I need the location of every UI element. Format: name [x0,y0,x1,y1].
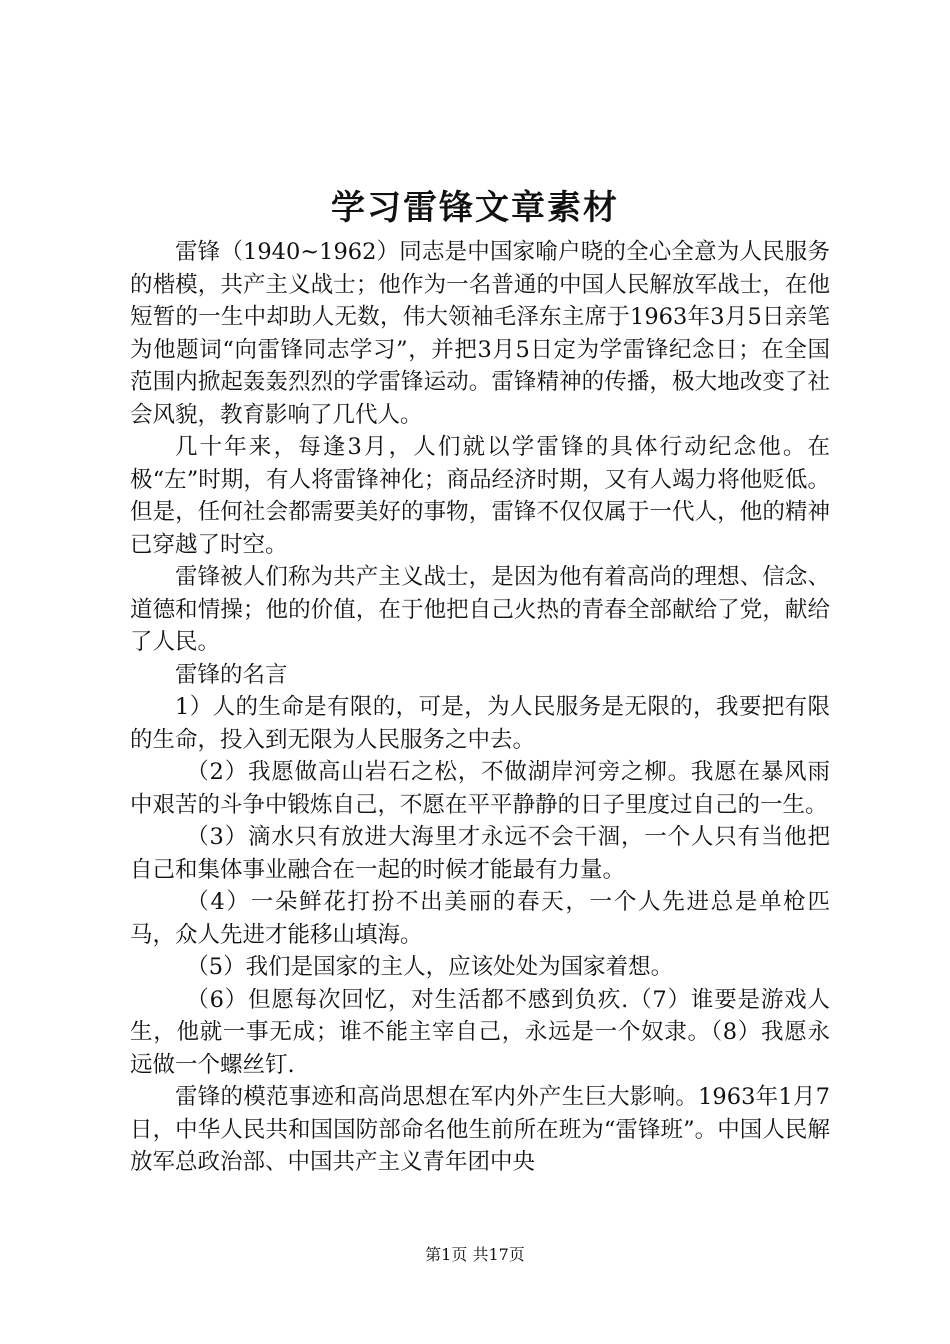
document-title: 学习雷锋文章素材 [331,188,619,228]
document-body [130,236,830,1179]
quote-item-6-8: （6）但愿每次回忆，对生活都不感到负疚.（7）谁要是游戏人生，他就一事无成；谁不能主宰自己，永远是一个奴隶。（8）我愿永远做一个螺丝钉. [130,986,830,1078]
paragraph-intro: 雷锋（1940~1962）同志是中国家喻户晓的全心全意为人民服务的楷模，共产主义战士；他作为一名普通的中国人民解放军战士，在他短暂的一生中却助人无数，伟大领袖毛泽东主席于1963年3月5日亲笔为他题词“向雷锋同志学习”，并把3月5日定为学雷锋纪念日；在全国范围内掀起轰轰烈烈的学雷锋运动。雷锋精神的传播，极大地改变了社会风貌，教育影响了几代人。 [130,239,830,428]
quote-item-2: （2）我愿做高山岩石之松，不做湖岸河旁之柳。我愿在暴风雨中艰苦的斗争中锻炼自己，不愿在平平静静的日子里度过自己的一生。 [130,759,830,818]
page-footer: 第1页 共17页 [425,1245,525,1264]
section-heading-quotes: 雷锋的名言 [175,661,288,688]
paragraph-communist-fighter: 雷锋被人们称为共产主义战士，是因为他有着高尚的理想、信念、道德和情操；他的价值，在于他把自己火热的青春全部献给了党，献给了人民。 [130,564,830,655]
paragraph-influence: 雷锋的模范事迹和高尚思想在军内外产生巨大影响。1963年1月7日，中华人民共和国国防部命名他生前所在班为“雷锋班”。中国人民解放军总政治部、中国共产主义青年团中央 [130,1084,830,1175]
quote-item-5: （5）我们是国家的主人，应该处处为国家着想。 [186,954,674,980]
quote-item-4: （4）一朵鲜花打扮不出美丽的春天，一个人先进总是单枪匹马，众人先进才能移山填海。 [130,889,830,948]
quote-item-1: 1）人的生命是有限的，可是，为人民服务是无限的，我要把有限的生命，投入到无限为人民服务之中去。 [130,694,830,753]
quote-item-3: （3）滴水只有放进大海里才永远不会干涸，一个人只有当他把自己和集体事业融合在一起的时候才能最有力量。 [130,824,830,883]
paragraph-decades: 几十年来，每逢3月，人们就以学雷锋的具体行动纪念他。在极“左”时期，有人将雷锋神化；商品经济时期，又有人竭力将他贬低。但是，任何社会都需要美好的事物，雷锋不仅仅属于一代人，他的精神已穿越了时空。 [130,434,830,558]
